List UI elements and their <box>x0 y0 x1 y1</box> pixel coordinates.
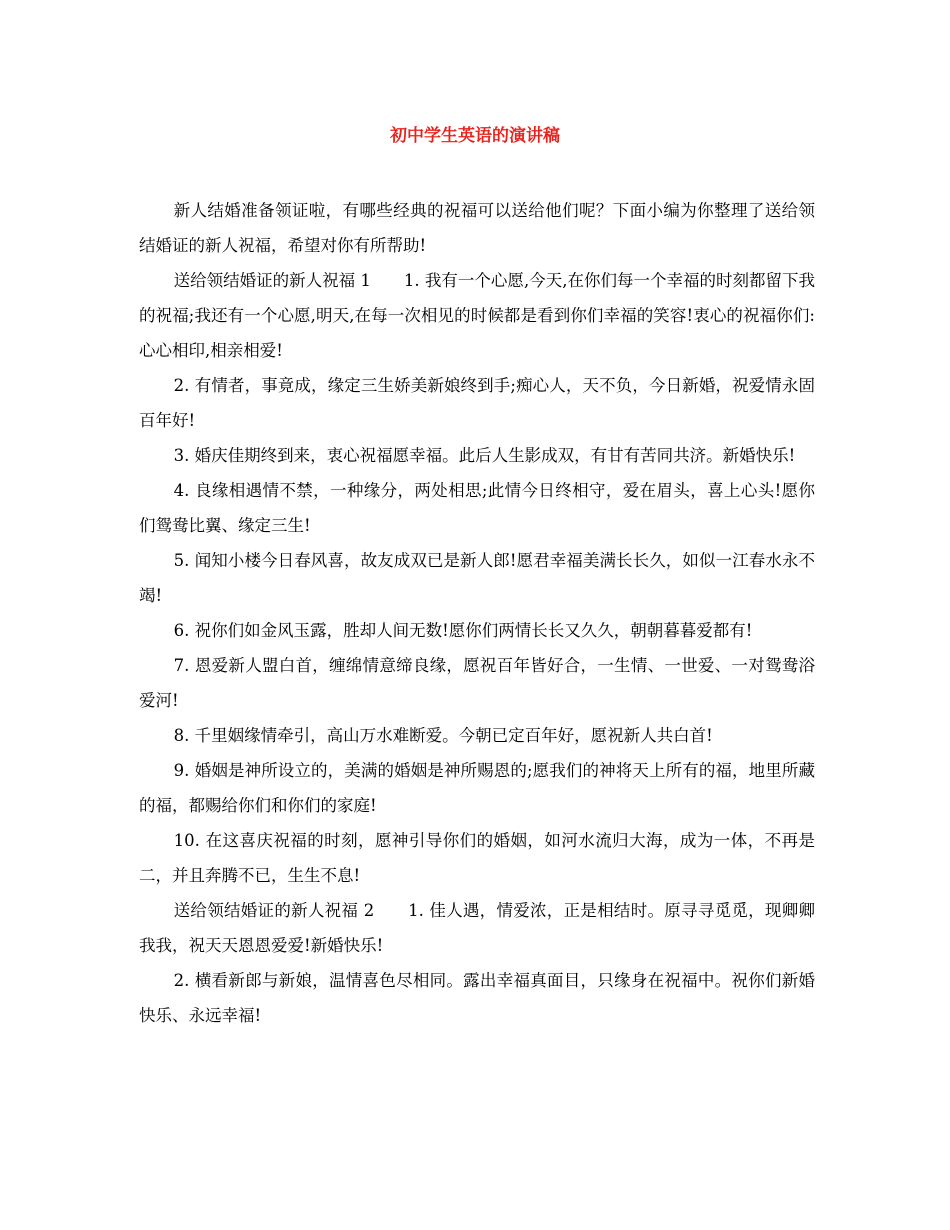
paragraph-item-2: 2. 有情者，事竟成，缘定三生娇美新娘终到手;痴心人，天不负，今日新婚，祝爱情永固百年好! <box>139 376 815 430</box>
paragraph-item-7: 7. 恩爱新人盟白首，缠绵情意缔良缘，愿祝百年皆好合，一生情、一世爱、一对鸳鸯浴爱河! <box>139 656 815 710</box>
paragraph-item-10: 10. 在这喜庆祝福的时刻，愿神引导你们的婚姻，如河水流归大海，成为一体，不再是 二，并且奔腾不已，生生不息! <box>139 831 815 885</box>
paragraph-item-3: 3. 婚庆佳期终到来，衷心祝福愿幸福。此后人生影成双，有甘有苦同共济。新婚快乐! <box>173 446 796 465</box>
document-body <box>139 193 815 1033</box>
paragraph-item-6: 6. 祝你们如金风玉露，胜却人间无数!愿你们两情长长又久久，朝朝暮暮爱都有! <box>173 621 753 640</box>
paragraph-section-2-item-1: 送给领结婚证的新人祝福 2 1. 佳人遇，情爱浓，正是相结时。原寻寻觅觅，现卿卿我我，祝天天恩恩爱爱!新婚快乐! <box>139 901 815 955</box>
document-title: 初中学生英语的演讲稿 <box>390 126 560 146</box>
paragraph-item-8: 8. 千里姻缘情牵引，高山万水难断爱。今朝已定百年好，愿祝新人共白首! <box>173 726 713 745</box>
paragraph-section-2-item-2: 2. 横看新郎与新娘，温情喜色尽相同。露出幸福真面目，只缘身在祝福中。祝你们新婚快乐、永远幸福! <box>139 971 815 1025</box>
paragraph-item-9: 9. 婚姻是神所设立的，美满的婚姻是神所赐恩的;愿我们的神将天上所有的福，地里所藏的福，都赐给你们和你们的家庭! <box>139 761 815 815</box>
paragraph-item-5: 5. 闻知小楼今日春风喜，故友成双已是新人郎!愿君幸福美满长长久，如似一江春水永不竭! <box>139 551 815 605</box>
paragraph-item-4: 4. 良缘相遇情不禁，一种缘分，两处相思;此情今日终相守，爱在眉头，喜上心头!愿你们鸳鸯比翼、缘定三生! <box>139 481 815 535</box>
paragraph-intro: 新人结婚准备领证啦，有哪些经典的祝福可以送给他们呢？下面小编为你整理了送给领结婚证的新人祝福，希望对你有所帮助! <box>139 201 815 255</box>
paragraph-section-1-item-1: 送给领结婚证的新人祝福 1 1. 我有一个心愿,今天,在你们每一个幸福的时刻都留下我的祝福;我还有一个心愿,明天,在每一次相见的时候都是看到你们幸福的笑容!衷心的祝福你们:心心相印,相亲相爱! <box>139 271 815 360</box>
